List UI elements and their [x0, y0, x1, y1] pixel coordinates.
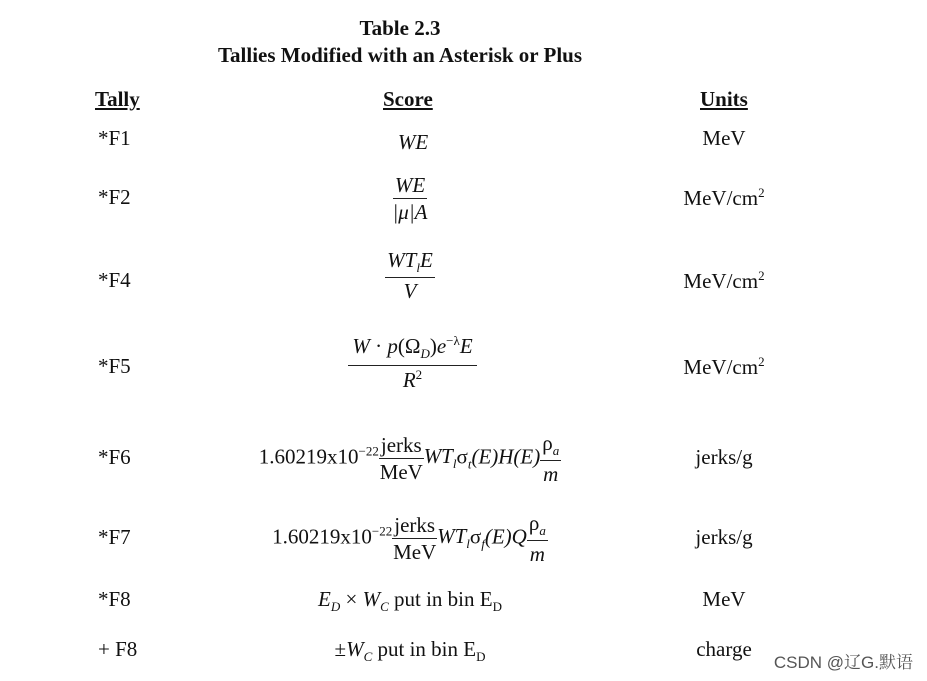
table-title: Tallies Modified with an Asterisk or Plus — [217, 43, 583, 67]
header-score: Score — [383, 87, 433, 111]
units-cell: MeV — [702, 126, 746, 150]
score-f5: $\frac{W \cdot p(\Omega_D)e^{-\lambda}E}{R^2}$ — [320, 334, 505, 391]
tally-cell: *F2 — [98, 185, 131, 209]
tally-cell: *F4 — [98, 268, 131, 292]
tally-cell: *F6 — [98, 445, 131, 469]
header-units: Units — [700, 87, 748, 111]
score-f7: $1.60219x10^{-22}$ $\frac{\text{jerks}}{\text{MeV}}$ $WT_l\sigma_f(E)Q$ $\frac{\rho_a}{m}$ — [272, 511, 546, 566]
units-cell: jerks/g — [695, 525, 753, 549]
score-f8: $E_D \times W_C$ put in bin $E_D$ — [318, 587, 502, 615]
tally-cell: + F8 — [98, 637, 138, 661]
tally-cell: *F8 — [98, 587, 131, 611]
units-cell: MeV/$cm^2$ — [683, 185, 765, 210]
header-tally: Tally — [95, 87, 140, 111]
score-plus-f8: $\pm W_C$ put in bin $E_D$ — [334, 637, 486, 665]
score-f1: WE — [397, 130, 429, 154]
tally-cell: *F1 — [98, 126, 131, 150]
tally-cell: *F7 — [98, 525, 131, 549]
score-f2: $\frac{WE}{|\mu|A}$ — [392, 173, 428, 225]
score-f6: $1.60219x10^{-22}$ $\frac{\text{jerks}}{\text{MeV}}$ $WT_l\sigma_t(E)H(E)$ $\frac{\rho_a}{m}$ — [258, 431, 560, 486]
watermark: CSDN @辽G.默语 — [773, 653, 913, 672]
units-cell: MeV — [702, 587, 746, 611]
units-cell: charge — [696, 637, 752, 661]
tally-cell: *F5 — [98, 354, 131, 378]
units-cell: MeV/$cm^2$ — [683, 268, 765, 293]
units-cell: jerks/g — [695, 445, 753, 469]
table-number: Table 2.3 — [359, 16, 441, 40]
score-f4: $\frac{WT_lE}{V}$ — [387, 248, 433, 303]
units-cell: MeV/$cm^2$ — [683, 354, 765, 379]
